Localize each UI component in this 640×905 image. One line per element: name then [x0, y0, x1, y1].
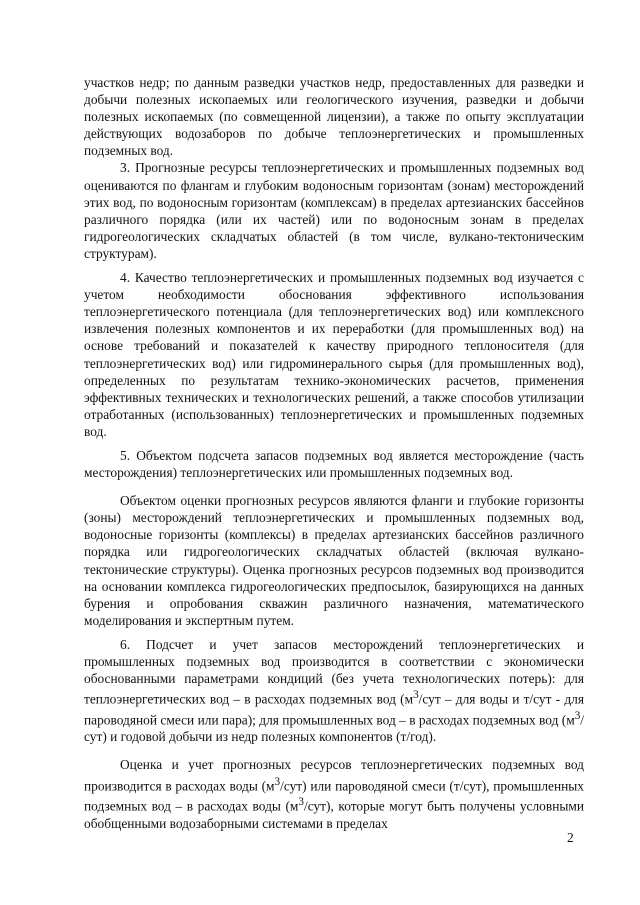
- superscript-cubic: 3: [413, 689, 419, 702]
- superscript-cubic: 3: [298, 796, 304, 809]
- paragraph-item-3: 3. Прогнозные ресурсы теплоэнергетических и промышленных подземных вод оцениваются по флангам и глубоким водоносным горизонтам (зонам) месторождений этих вод, по водоносным горизонтам (комплексам) в пределах артезианских бассейнов различного порядка (или их частей) или по водоносным зонам в пределах гидрогеологических складчатых областей (в том числе, вулкано-тектоническим структурам).: [84, 160, 584, 261]
- paragraph-forecast-part-c: /сут), которые могут быть получены условными обобщенными водозаборными системами в пределах: [84, 798, 585, 831]
- page-number: 2: [567, 830, 574, 845]
- paragraph-forecast-part-a: Оценка и учет прогнозных ресурсов теплоэнергетических подземных вод производится в расходах воды (м: [84, 757, 584, 793]
- paragraph-item-4: 4. Качество теплоэнергетических и промышленных подземных вод изучается с учетом необходимости обоснования эффективного использования теплоэнергетического потенциала (для теплоэнергетических вод) или комплексного извлечения полезных компонентов и их переработки (для промышленных вод) на основе требований и показателей к качеству природного теплоносителя (для теплоэнергетических вод) или гидроминерального сырья (для промышленных вод), определенных по результатам технико-экономических расчетов, применения эффективных технических и технологических решений, а также способов утилизации отработанных (использованных) теплоэнергетических и промышленных подземных вод.: [84, 270, 584, 439]
- superscript-cubic: 3: [574, 709, 581, 722]
- paragraph-continuation: участков недр; по данным разведки участков недр, предоставленных для разведки и добычи полезных ископаемых или геологического изучения, разведки и добычи полезных ископаемых (по совмещенной лицензии), а также по опыту эксплуатации действующих водозаборов по добыче теплоэнергетических и промышленных подземных вод.: [84, 75, 584, 159]
- paragraph-item-6: [84, 636, 584, 746]
- paragraph-forecast-resources: Объектом оценки прогнозных ресурсов являются фланги и глубокие горизонты (зоны) месторождений теплоэнергетических и промышленных подземных вод, водоносные горизонты (комплексы) в пределах артезианских бассейнов различного порядка или гидрогеологических складчатых областей (включая вулкано-тектонические структуры). Оценка прогнозных ресурсов подземных вод производится на основании комплекса гидрогеологических предпосылок, базирующихся на данных бурения и опробования скважин различного назначения, математического моделирования и экспертным путем.: [84, 493, 584, 628]
- paragraph-item-6-part-b: /сут – для воды и т/сут - для пароводяной смеси или пара); для промышленных вод – в расходах подземных вод (м: [84, 691, 584, 728]
- document-page: [84, 74, 584, 832]
- paragraph-forecast-part-b: /сут) или пароводяной смеси (т/сут), промышленных подземных вод – в расходах воды (м: [84, 777, 584, 814]
- paragraph-forecast-accounting: [84, 756, 584, 831]
- superscript-cubic: 3: [274, 775, 281, 788]
- paragraph-item-5: 5. Объектом подсчета запасов подземных вод является месторождение (часть месторождения) теплоэнергетических или промышленных подземных вод.: [84, 447, 584, 481]
- paragraph-item-6-part-c: /сут) и годовой добычи из недр полезных компонентов (т/год).: [84, 712, 584, 745]
- paragraph-item-6-part-a: 6. Подсчет и учет запасов месторождений теплоэнергетических и промышленных подземных вод производится в соответствии с экономически обоснованными параметрами кондиций (без учета технологических потерь): для теплоэнергетических вод – в расходах подземных вод (м: [84, 636, 584, 707]
